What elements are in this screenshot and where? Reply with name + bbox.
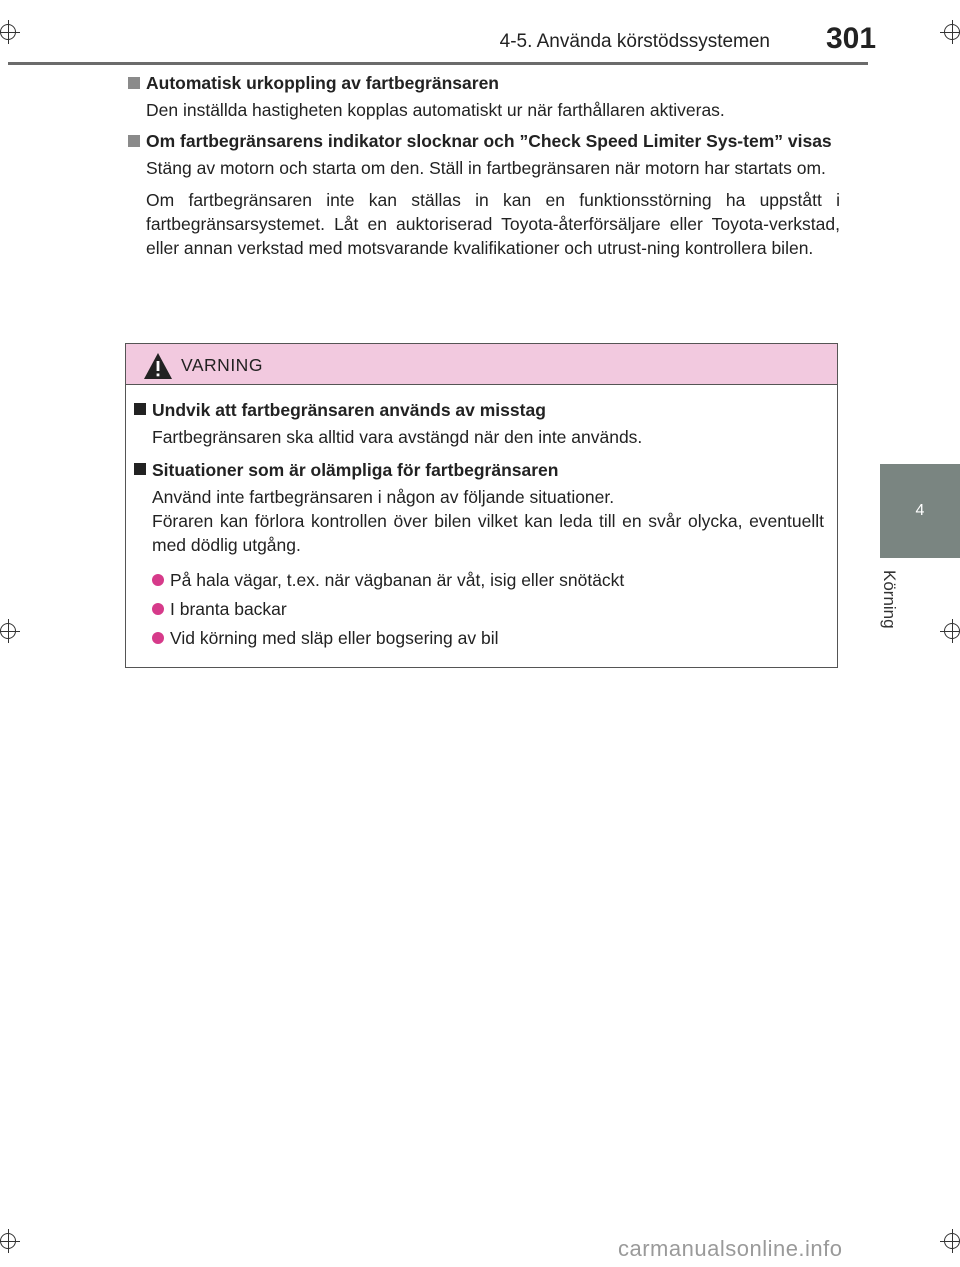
square-bullet-icon [128, 135, 140, 147]
list-item-text: I branta backar [170, 599, 287, 619]
page-header [0, 0, 960, 64]
warning-text-line: Använd inte fartbegränsaren i någon av följande situationer. [152, 487, 615, 507]
section-paragraph: Om fartbegränsaren inte kan ställas in kan en funktionsstörning ha uppstått i fartbegränsarsystemet. Låt en auktoriserad Toyota-återförsäljare eller Toyota-verkstad, eller annan verkstad med motsvarande kvalifikationer och utrust-ning kontrollera bilen. [146, 190, 840, 258]
section-heading-text: Automatisk urkoppling av fartbegränsaren [146, 73, 499, 93]
registration-mark-icon [0, 619, 20, 643]
list-item-text: Vid körning med släp eller bogsering av bil [170, 628, 499, 648]
registration-mark-icon [940, 1229, 960, 1253]
bullet-dot-icon [152, 632, 164, 644]
chapter-label-text: Körning [880, 570, 899, 629]
chapter-label [879, 570, 903, 640]
bullet-dot-icon [152, 574, 164, 586]
section-title: 4-5. Använda körstödssystemen [499, 31, 770, 52]
section-heading [128, 72, 840, 94]
warning-item-heading [134, 398, 824, 422]
chapter-tab [880, 464, 960, 558]
list-item-text: På hala vägar, t.ex. när vägbanan är våt, isig eller snötäckt [170, 570, 625, 590]
list-item [134, 568, 824, 592]
registration-mark-icon [0, 1229, 20, 1253]
warning-item-heading [134, 458, 824, 482]
square-bullet-icon [134, 463, 146, 475]
warning-triangle-icon [143, 352, 173, 380]
header-rule [8, 62, 868, 65]
section-paragraph: Den inställda hastigheten kopplas automatiskt ur när farthållaren aktiveras. [146, 100, 725, 120]
list-item [134, 597, 824, 621]
watermark-link[interactable]: carmanualsonline.info [618, 1236, 843, 1261]
section-heading [128, 130, 840, 152]
square-bullet-icon [128, 77, 140, 89]
bullet-dot-icon [152, 603, 164, 615]
warning-item-heading-text: Undvik att fartbegränsaren används av misstag [152, 400, 546, 420]
warning-header [126, 344, 837, 385]
warning-item-heading-text: Situationer som är olämpliga för fartbegränsaren [152, 460, 559, 480]
main-content [128, 72, 840, 268]
page-number: 301 [826, 22, 877, 55]
warning-item-text [134, 485, 824, 557]
list-item [134, 626, 824, 650]
warning-item-text: Fartbegränsaren ska alltid vara avstängd när den inte används. [152, 427, 643, 447]
warning-body [134, 398, 824, 655]
chapter-number: 4 [915, 502, 925, 519]
square-bullet-icon [134, 403, 146, 415]
section-paragraph: Stäng av motorn och starta om den. Ställ in fartbegränsaren när motorn har startats om. [146, 158, 826, 178]
warning-title: VARNING [181, 355, 263, 375]
registration-mark-icon [940, 619, 960, 643]
section-heading-text: Om fartbegränsarens indikator slocknar och ”Check Speed Limiter Sys-tem” visas [146, 131, 832, 151]
warning-box [125, 343, 838, 668]
warning-text-line: Föraren kan förlora kontrollen över bilen vilket kan leda till en svår olycka, eventuellt med dödlig utgång. [152, 511, 824, 555]
